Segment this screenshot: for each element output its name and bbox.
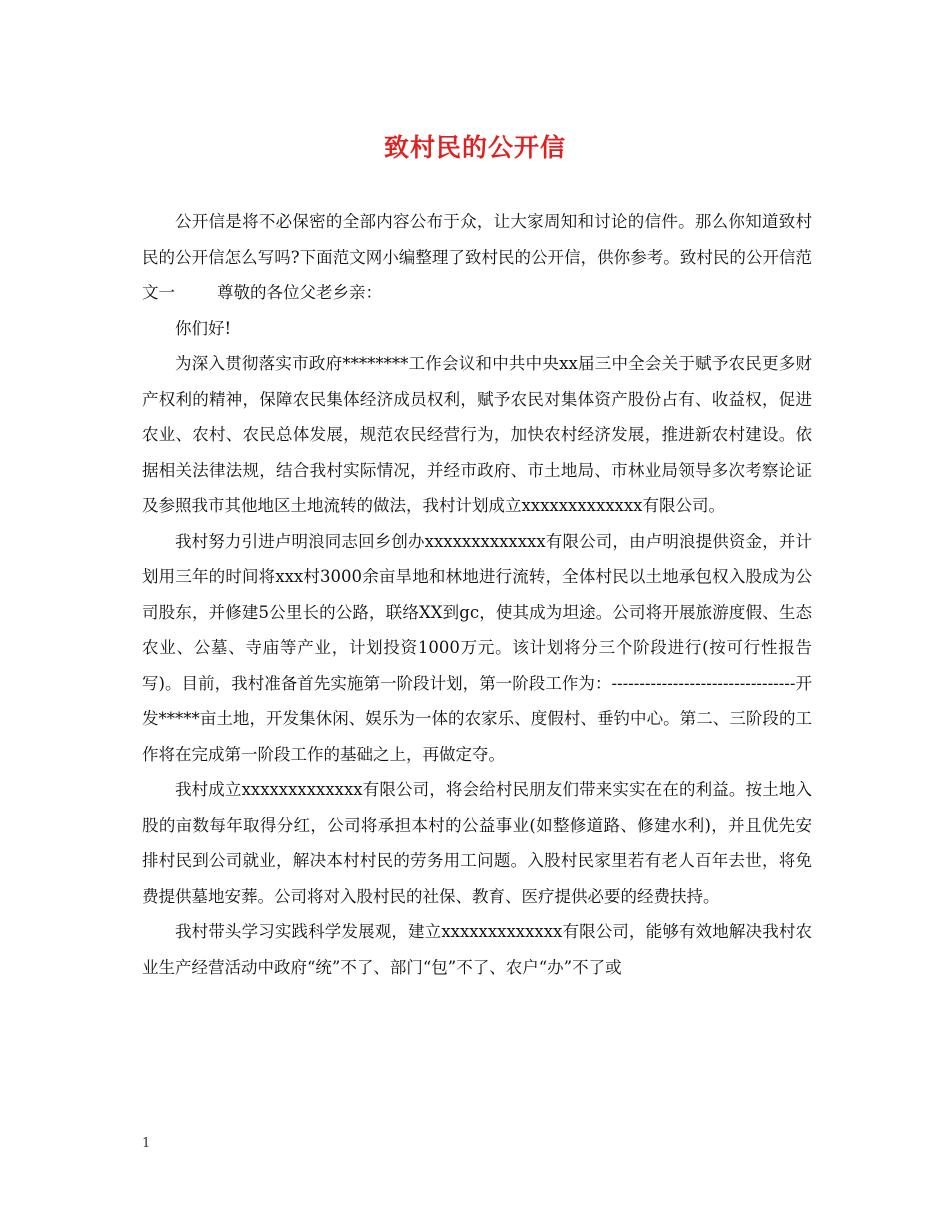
- body-paragraph: 我村成立xxxxxxxxxxxxx有限公司，将会给村民朋友们带来实实在在的利益。按土地入股的亩数每年取得分红，公司将承担本村的公益事业(如整修道路、修建水利)，并且优先安排村民到公司就业，解决本村村民的劳务用工问题。入股村民家里若有老人百年去世，将免费提供墓地安葬。公司将对入股村民的社保、教育、医疗提供必要的经费扶持。: [142, 780, 812, 906]
- body-paragraph: 我村努力引进卢明浪同志回乡创办xxxxxxxxxxxxx有限公司，由卢明浪提供资金，并计划用三年的时间将xxx村3000余亩旱地和林地进行流转，全体村民以土地承包权入股成为公司股东，并修建5公里长的公路，联络XX到gc，使其成为坦途。公司将开展旅游度假、生态农业、公墓、寺庙等产业，计划投资1000万元。该计划将分三个阶段进行(按可行性报告写)。目前，我村准备首先实施第一阶段计划，第一阶段工作为：---------------------------------开发*****亩土地，开发集休闲、娱乐为一体的农家乐、度假村、垂钓中心。第二、三阶段的工作将在完成第一阶段工作的基础之上，再做定夺。: [142, 531, 812, 764]
- intro-text: 公开信是将不必保密的全部内容公布于众，让大家周知和讨论的信件。那么你知道致村民的公开信怎么写吗?下面范文网小编整理了致村民的公开信，供你参考。致村民的公开信范文一: [142, 212, 812, 302]
- page-number: 1: [142, 1136, 151, 1151]
- salutation-text: 尊敬的各位父老乡亲：: [217, 283, 382, 302]
- document-body: [142, 204, 812, 985]
- document-title: 致村民的公开信: [383, 133, 566, 162]
- body-paragraph: 为深入贯彻落实市政府********工作会议和中共中央xx届三中全会关于赋予农民更多财产权利的精神，保障农民集体经济成员权利，赋予农民对集体资产股份占有、收益权，促进农业、农村、农民总体发展，规范农民经营行为，加快农村经济发展，推进新农村建设。依据相关法律法规，结合我村实际情况，并经市政府、市土地局、市林业局领导多次考察论证及参照我市其他地区土地流转的做法，我村计划成立xxxxxxxxxxxxx有限公司。: [142, 354, 812, 515]
- greeting-paragraph: 你们好!: [175, 318, 232, 338]
- body-paragraph: 我村带头学习实践科学发展观，建立xxxxxxxxxxxxx有限公司，能够有效地解决我村农业生产经营活动中政府“统”不了、部门“包”不了、农户“办”不了或: [142, 922, 812, 977]
- intro-paragraph: [142, 204, 812, 311]
